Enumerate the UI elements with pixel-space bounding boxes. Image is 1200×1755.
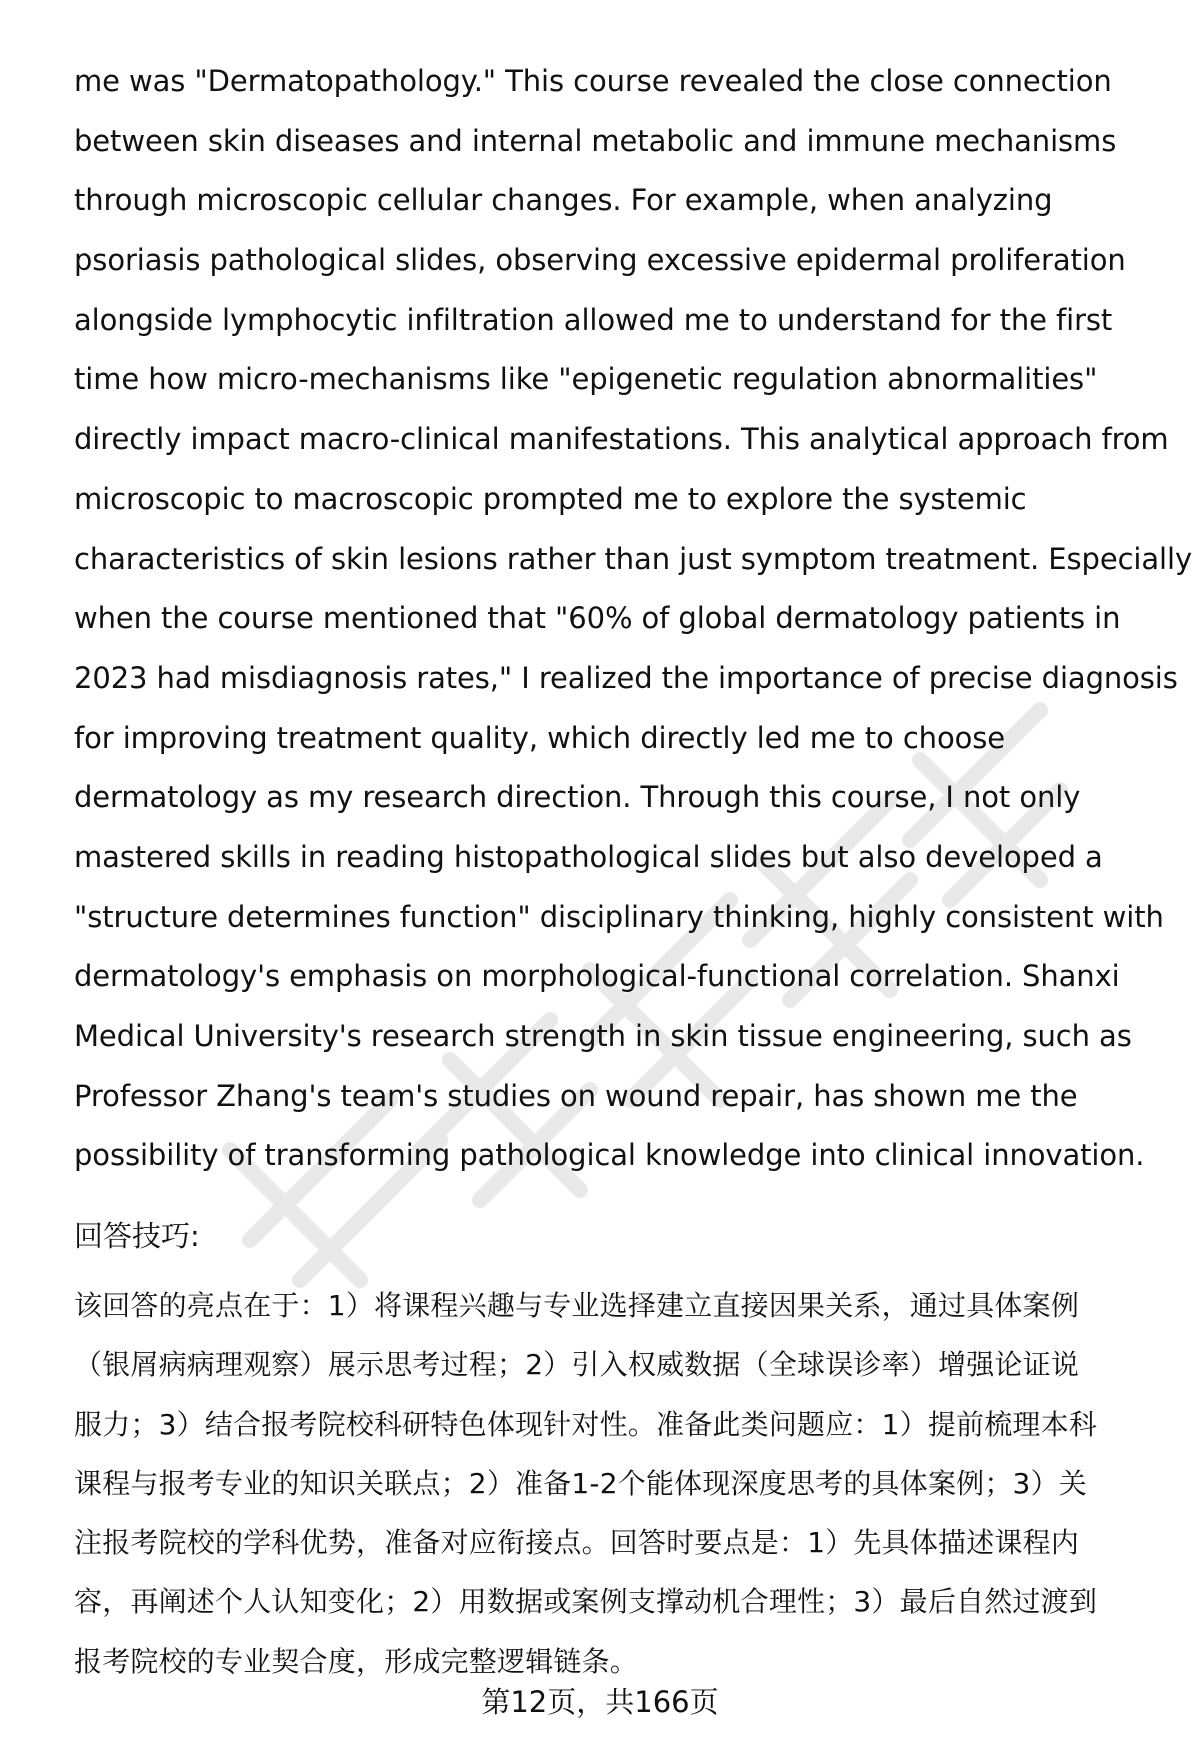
text-line: Professor Zhang's team's studies on wound repair, has shown me the <box>74 1078 1078 1113</box>
tips-line: 容，再阐述个人认知变化；2）用数据或案例支撑动机合理性；3）最后自然过渡到 <box>74 1585 1098 1619</box>
text-line: dermatology's emphasis on morphological-functional correlation. Shanxi <box>74 959 1120 994</box>
text-line: "structure determines function" disciplinary thinking, highly consistent with <box>74 899 1164 934</box>
text-line: between skin diseases and internal metabolic and immune mechanisms <box>74 123 1117 158</box>
tips-text <box>74 1276 1174 1691</box>
page-number: 第12页，共166页 <box>481 1685 719 1719</box>
tips-line: 服力；3）结合报考院校科研特色体现针对性。准备此类问题应：1）提前梳理本科 <box>74 1407 1098 1441</box>
text-line: possibility of transforming pathological knowledge into clinical innovation. <box>74 1138 1145 1173</box>
tips-line: 报考院校的专业契合度，形成完整逻辑链条。 <box>74 1644 639 1678</box>
text-line: Medical University's research strength in skin tissue engineering, such as <box>74 1019 1132 1053</box>
tips-line: 注报考院校的学科优势，准备对应衔接点。回答时要点是：1）先具体描述课程内 <box>74 1526 1080 1560</box>
text-line: directly impact macro-clinical manifestations. This analytical approach from <box>74 422 1169 457</box>
text-line: when the course mentioned that "60% of global dermatology patients in <box>74 601 1121 636</box>
tips-line: 该回答的亮点在于：1）将课程兴趣与专业选择建立直接因果关系，通过具体案例 <box>74 1289 1080 1322</box>
text-line: me was "Dermatopathology." This course revealed the close connection <box>74 64 1112 98</box>
text-line: 2023 had misdiagnosis rates," I realized the importance of precise diagnosis <box>74 660 1178 695</box>
english-answer-text <box>74 52 1193 1186</box>
text-line: microscopic to macroscopic prompted me to explore the systemic <box>74 481 1027 516</box>
text-line: alongside lymphocytic infiltration allowed me to understand for the first <box>74 302 1113 337</box>
tips-line: 课程与报考专业的知识关联点；2）准备1-2个能体现深度思考的具体案例；3）关 <box>74 1466 1087 1500</box>
text-line: psoriasis pathological slides, observing excessive epidermal proliferation <box>74 243 1126 278</box>
text-line: mastered skills in reading histopathological slides but also developed a <box>74 839 1103 874</box>
tips-heading: 回答技巧: <box>74 1219 200 1253</box>
text-line: characteristics of skin lesions rather than just symptom treatment. Especially <box>74 541 1193 576</box>
text-line: for improving treatment quality, which directly led me to choose <box>74 720 1005 755</box>
text-line: dermatology as my research direction. Through this course, I not only <box>74 780 1081 815</box>
tips-line: （银屑病病理观察）展示思考过程；2）引入权威数据（全球误诊率）增强论证说 <box>74 1348 1080 1382</box>
text-line: through microscopic cellular changes. For example, when analyzing <box>74 183 1053 218</box>
text-line: time how micro-mechanisms like "epigenetic regulation abnormalities" <box>74 362 1098 397</box>
